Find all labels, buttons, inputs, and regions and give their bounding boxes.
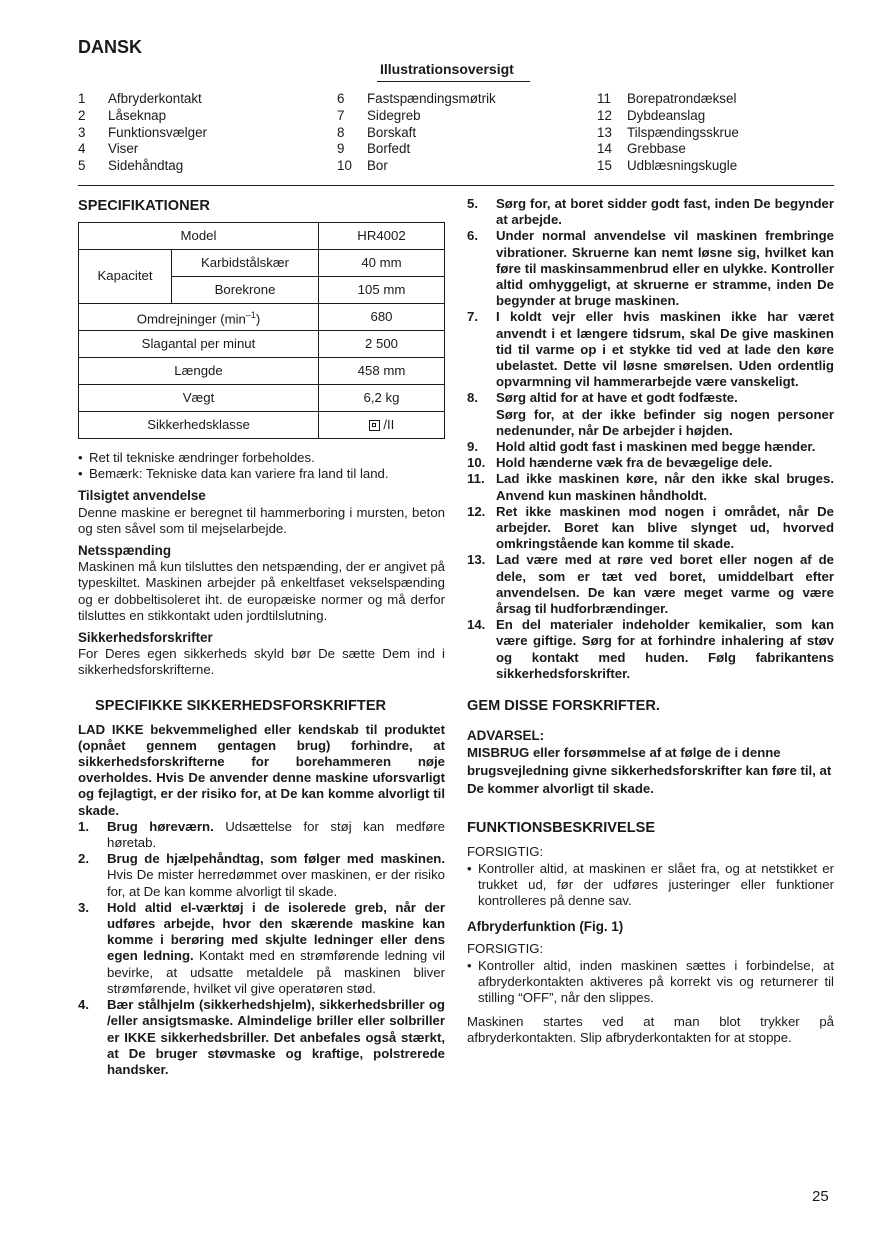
- specifications-heading: SPECIFIKATIONER: [78, 198, 210, 214]
- list-item: • Ret til tekniske ændringer forbeholdes.: [78, 450, 315, 465]
- table-cell: 40 mm: [319, 250, 445, 277]
- table-cell: Karbidstålskær: [172, 250, 319, 277]
- overview-item: 12 Dybdeanslag: [597, 107, 706, 123]
- left-column: [78, 196, 445, 1078]
- table-row: [79, 223, 445, 250]
- table-cell: 6,2 kg: [319, 385, 445, 412]
- list-item: 6. Under normal anvendelse vil maskinen frembringe vibrationer. Skruerne kan nemt løsne sig, hvilket kan føre til maskinsammenbrud eller en ulykke. Kontroller altid omhyggeligt, at skruerne er stramme, inden De begynder at bruge maskinen.: [467, 228, 834, 309]
- table-cell: HR4002: [319, 223, 445, 250]
- list-item: 11. Lad ikke maskinen køre, når den ikke skal bruges. Anvend kun maskinen håndholdt.: [467, 471, 834, 503]
- functional-heading: FUNKTIONSBESKRIVELSE: [467, 820, 656, 837]
- list-item: 5. Sørg for, at boret sidder godt fast, inden De begynder at arbejde.: [467, 196, 834, 228]
- safety-rules-text: For Deres egen sikkerheds skyld bør De sætte Dem ind i sikkerhedsforskrifterne.: [78, 646, 445, 678]
- table-cell: Omdrejninger $(\min^{-1})$: [79, 304, 319, 331]
- list-item: 9. Hold altid godt fast i maskinen med begge hænder.: [467, 439, 816, 455]
- page-number: 25: [812, 1188, 829, 1205]
- table-row: [79, 331, 445, 358]
- table-cell: Vægt: [79, 385, 319, 412]
- specific-safety-intro: LAD IKKE bekvemmelighed eller kendskab til produktet (opnået gennem gentagen brug) forhindre, at sikkerhedsforskrifterne for borehammeren nøje overholdes. Hvis De anvender denne maskine uforsvarligt og fejlagtigt, er der risiko for, at De kan komme alvorligt til skade.: [78, 721, 445, 818]
- list-item: 8. Sørg altid for at have et godt fodfæste. Sørg for, at der ikke befinder sig nogen personer nedenunder, når De arbejder i højden.: [467, 390, 834, 438]
- power-supply-text: Maskinen må kun tilsluttes den netspænding, der er angivet på typeskiltet. Maskinen arbejder på enkeltfaset vekselspænding og er dobbeltisoleret iht. de europæiske normer og må derfor tilsluttes en stikkontakt uden jordtilslutning.: [78, 559, 445, 623]
- table-cell: /II: [319, 412, 445, 439]
- list-item: 13. Lad være med at røre ved boret eller nogen af de dele, som er tæt ved boret, umiddelbart efter anvendelsen. De kan være meget varme og være årsag til hudforbrændinger.: [467, 552, 834, 617]
- table-row: [79, 358, 445, 385]
- table-cell: Borekrone: [172, 277, 319, 304]
- list-item: 7. I koldt vejr eller hvis maskinen ikke har været anvendt i et længere tidsrum, skal De give maskinen tid til varme op i et stykke tid ved at lade den køre ubelastet. Dette vil løsne smørelsen. Uden ordentlig opvarmning vil hammerarbejde være vanskeligt.: [467, 309, 834, 390]
- table-row: [79, 412, 445, 439]
- list-item: 1. Brug høreværn. Udsættelse for støj kan medføre høretab.: [78, 818, 445, 851]
- list-item: 2. Brug de hjælpehåndtag, som følger med maskinen. Hvis De mister herredømmet over maskinen, er der risiko for, at De kan komme alvorligt til skade.: [78, 851, 445, 899]
- switch-action-text: Maskinen startes ved at man blot trykker på afbryderkontakten. Slip afbryderkontakten for at stoppe.: [467, 1014, 834, 1046]
- table-cell: Slagantal per minut: [79, 331, 319, 358]
- list-item: 3. Hold altid el-værktøj i de isolerede greb, når der udføres arbejde, hvor den skærende maskine kan komme i berøring med skjulte ledninger eller dens egen ledning. Kontakt med en strømførende ledning vil bevirke, at udsatte metaldele på maskinen bliver strømførende, hvilket vil give operatøren stød.: [78, 899, 445, 996]
- intended-use-text: Denne maskine er beregnet til hammerboring i mursten, beton og sten såvel som til mejselarbejde.: [78, 504, 445, 536]
- overview-item: 10 Bor: [337, 158, 388, 174]
- overview-item: 11 Borepatrondæksel: [597, 91, 737, 106]
- list-item: • Kontroller altid, at maskinen er slået fra, og at netstikket er trukket ud, før der udføres justeringer eller funktioner kontrolleres på denne sav.: [467, 860, 834, 908]
- overview-column-1: [78, 91, 207, 175]
- overview-item: 4 Viser: [78, 141, 139, 157]
- right-column: [467, 196, 834, 1047]
- list-item: 12. Ret ikke maskinen mod nogen i området, når De arbejder. Boret kan blive slynget ud, hvorved omkringstående kan komme til skade.: [467, 503, 834, 552]
- list-item: 4. Bær stålhjelm (sikkerhedshjelm), sikkerhedsbriller og /eller ansigtsmaske. Almindelige briller eller solbriller er IKKE sikkerhedsbriller. Det anbefales også stærkt, at De bruger støvmaske og kraftige, polstrerede handsker.: [78, 997, 445, 1077]
- power-supply-heading: Netsspænding: [78, 543, 171, 559]
- list-item: • Bemærk: Tekniske data kan variere fra land til land.: [78, 466, 389, 482]
- safety-rules-heading: Sikkerhedsforskrifter: [78, 630, 213, 646]
- double-insulation-icon: [369, 420, 380, 431]
- save-instructions-heading: GEM DISSE FORSKRIFTER.: [467, 698, 660, 715]
- overview-item: 1 Afbryderkontakt: [78, 91, 202, 106]
- table-cell: Sikkerhedsklasse: [79, 412, 319, 439]
- caution-label: FORSIGTIG:: [467, 844, 544, 860]
- section-divider: [78, 185, 834, 186]
- warning-heading: ADVARSEL:: [467, 728, 545, 744]
- overview-title: Illustrationsoversigt: [380, 61, 514, 77]
- table-cell: 458 mm: [319, 358, 445, 385]
- overview-title-underline: [377, 81, 530, 82]
- table-cell: 2 500: [319, 331, 445, 358]
- specific-safety-heading: SPECIFIKKE SIKKERHEDSFORSKRIFTER: [95, 697, 387, 714]
- overview-item: 5 Sidehåndtag: [78, 158, 184, 174]
- overview-item: 8 Borskaft: [337, 124, 417, 140]
- caution-label: FORSIGTIG:: [467, 941, 544, 957]
- list-item: 14. En del materialer indeholder kemikalier, som kan være giftige. Sørg for at forhindre inhalering af støv og kontakt med huden. Følg fabrikantens sikkerhedsforskrifter.: [467, 617, 834, 681]
- list-item: 10. Hold hænderne væk fra de bevægelige dele.: [467, 455, 773, 471]
- overview-item: 15 Udblæsningskugle: [597, 158, 738, 174]
- table-cell: Kapacitet: [79, 250, 172, 304]
- specifications-table: [78, 222, 445, 439]
- spec-notes: [78, 450, 445, 482]
- overview-item: 6 Fastspændingsmøtrik: [337, 91, 496, 106]
- language-heading: DANSK: [78, 37, 143, 57]
- overview-item: 9 Borfedt: [337, 141, 411, 157]
- intended-use-heading: Tilsigtet anvendelse: [78, 488, 206, 504]
- overview-column-3: [597, 91, 739, 175]
- table-cell: 680: [319, 304, 445, 331]
- overview-item: 13 Tilspændingsskrue: [597, 124, 739, 140]
- overview-item: 2 Låseknap: [78, 107, 167, 123]
- table-row: [79, 385, 445, 412]
- table-cell: Model: [79, 223, 319, 250]
- overview-item: 14 Grebbase: [597, 141, 686, 157]
- table-row: [79, 304, 445, 331]
- overview-item: 7 Sidegreb: [337, 107, 421, 123]
- overview-column-2: [337, 91, 496, 175]
- switch-action-heading: Afbryderfunktion (Fig. 1): [467, 919, 624, 935]
- table-cell: Længde: [79, 358, 319, 385]
- list-item: • Kontroller altid, inden maskinen sættes i forbindelse, at afbryderkontakten aktiveres på korrekt vis og returnerer til stilling “OFF”, når den slippes.: [467, 957, 834, 1005]
- table-cell: 105 mm: [319, 277, 445, 304]
- warning-text: MISBRUG eller forsømmelse af at følge de i denne brugsvejledning givne sikkerhedsforskrifter kan føre til, at De kommer alvorligt til skade.: [467, 745, 832, 797]
- overview-item: 3 Funktionsvælger: [78, 124, 207, 140]
- table-row: [79, 250, 445, 277]
